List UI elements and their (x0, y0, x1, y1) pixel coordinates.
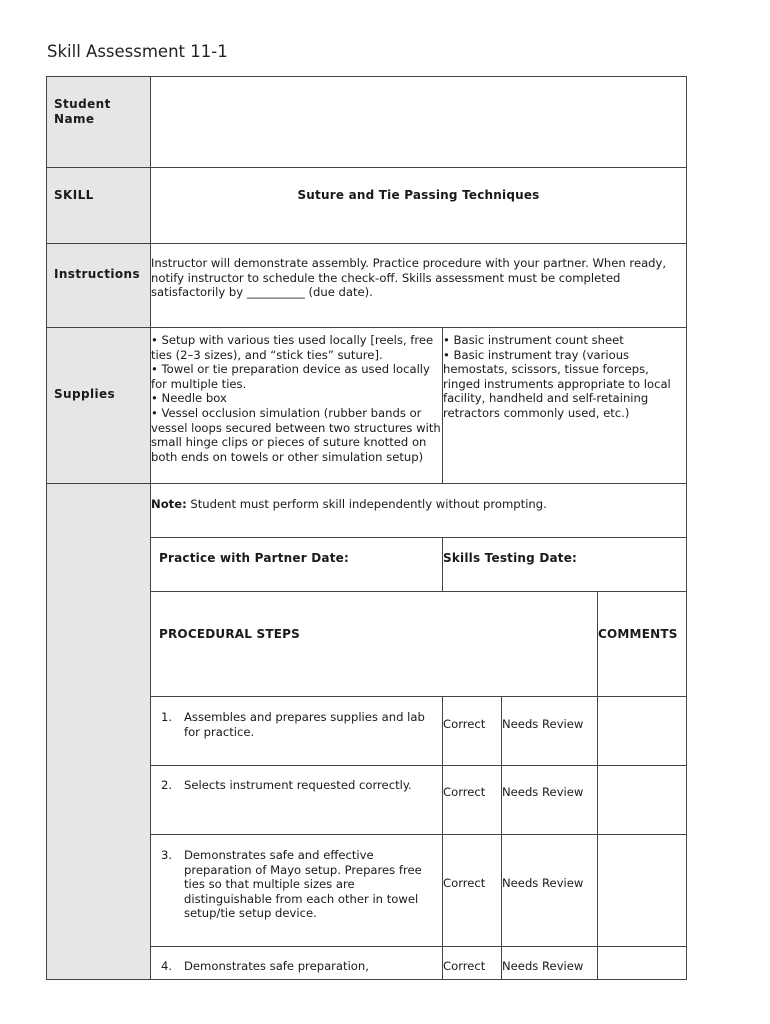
row-divider (150, 591, 686, 592)
supplies-item: • Vessel occlusion simulation (rubber bands or vessel loops secured between two structures with small hinge clips or pieces of suture knotted on both ends on towels or other simulation setup) (151, 405, 441, 464)
step-row (151, 959, 442, 977)
step-number: 3. (161, 848, 173, 862)
correct-option[interactable]: Correct (443, 876, 486, 890)
comments-cell[interactable] (598, 766, 686, 834)
step-row (151, 848, 442, 928)
step-text: Demonstrates safe and effective preparation of Mayo setup. Prepares free ties so that multiple sizes are distinguishable from each other in towel setup/tie setup device. (184, 848, 422, 921)
supplies-item: • Towel or tie preparation device as used locally for multiple ties. (151, 362, 430, 391)
label-column-divider (150, 77, 151, 979)
testing-date-label[interactable]: Skills Testing Date: (443, 551, 578, 565)
supplies-label: Supplies (54, 387, 116, 401)
correct-option[interactable]: Correct (443, 959, 486, 973)
practice-date-label[interactable]: Practice with Partner Date: (159, 551, 349, 565)
skill-name: Suture and Tie Passing Techniques (297, 188, 540, 202)
row-divider (47, 327, 686, 328)
comments-cell[interactable] (598, 947, 686, 979)
instructions-text: Instructor will demonstrate assembly. Practice procedure with your partner. When ready, notify instructor to schedule the check-off. Skills assessment must be completed satisfactorily by __________ (due date). (151, 256, 667, 300)
supplies-item: • Basic instrument tray (various hemostats, scissors, tissue forceps, ringed instruments appropriate to local facility, handheld and self-retaining retractors commonly used, etc.) (443, 347, 671, 420)
step-number: 1. (161, 710, 173, 724)
row-divider (150, 537, 686, 538)
step-row (151, 710, 442, 750)
student-name-label: Student Name (54, 97, 111, 126)
row-divider (47, 243, 686, 244)
comments-cell[interactable] (598, 697, 686, 765)
supplies-right-list (443, 333, 687, 421)
review-column-divider (501, 696, 502, 979)
supplies-item: • Needle box (151, 391, 227, 406)
skill-label: SKILL (54, 188, 94, 202)
row-divider (47, 167, 686, 168)
document-title: Skill Assessment 11-1 (47, 42, 228, 61)
supplies-item: • Setup with various ties used locally [reels, free ties (2–3 sizes), and “stick ties” suture]. (151, 333, 434, 362)
assessment-form (46, 76, 687, 980)
step-number: 2. (161, 778, 173, 792)
needs-review-option[interactable]: Needs Review (502, 785, 584, 799)
needs-review-option[interactable]: Needs Review (502, 717, 584, 731)
step-text: Demonstrates safe preparation, (184, 959, 369, 973)
note-text: Student must perform skill independently without prompting. (186, 497, 547, 511)
supplies-item: • Basic instrument count sheet (443, 333, 624, 347)
note (151, 497, 685, 512)
comments-cell[interactable] (598, 835, 686, 946)
steps-header: PROCEDURAL STEPS (159, 627, 300, 641)
correct-column-divider (442, 696, 443, 979)
needs-review-option[interactable]: Needs Review (502, 876, 584, 890)
note-label: Note: (151, 497, 187, 511)
instructions-label: Instructions (54, 267, 141, 281)
supplies-left-list (151, 333, 443, 464)
step-number: 4. (161, 959, 173, 973)
needs-review-option[interactable]: Needs Review (502, 959, 584, 973)
step-text: Selects instrument requested correctly. (184, 778, 412, 792)
student-name-field[interactable] (151, 77, 686, 167)
correct-option[interactable]: Correct (443, 717, 486, 731)
step-row (151, 778, 442, 818)
step-text: Assembles and prepares supplies and lab for practice. (184, 710, 425, 739)
comments-header: COMMENTS (598, 627, 678, 641)
correct-option[interactable]: Correct (443, 785, 486, 799)
label-column (47, 77, 150, 979)
row-divider (47, 483, 686, 484)
